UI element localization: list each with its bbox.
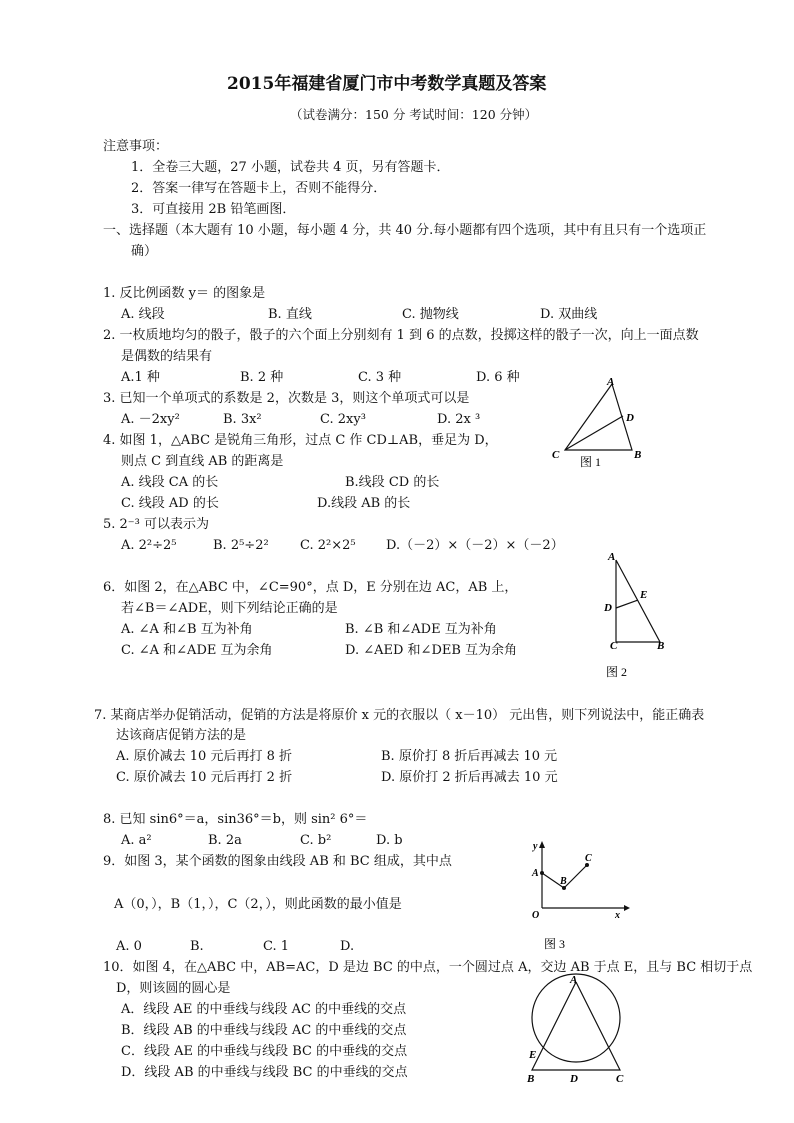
section-heading: 一、选择题（本大题有 10 小题，每小题 4 分，共 40 分.每小题都有四个选项，其中有且只有一个选项正: [103, 223, 707, 238]
q7-option: D. 原价打 2 折后再减去 10 元: [381, 770, 558, 785]
q9-option: D.: [340, 939, 355, 954]
q2-stem-cont: 是偶数的结果有: [121, 349, 213, 364]
fig3-label-x: x: [615, 910, 620, 921]
q5-option: D.（－2）×（－2）×（－2）: [386, 538, 564, 553]
q6-option: D. ∠AED 和∠DEB 互为余角: [345, 643, 518, 658]
q10-option: D．线段 AB 的中垂线与线段 BC 的中垂线的交点: [121, 1065, 408, 1080]
fig1-label-d: D: [626, 412, 634, 424]
q1-option: A. 线段: [121, 307, 165, 322]
fig4-label-a: A: [570, 974, 578, 986]
q10-stem-cont: D，则该圆的圆心是: [116, 981, 231, 996]
fig2-caption: 图 2: [606, 665, 628, 679]
fig2-segment-de: [616, 600, 638, 608]
q2-option: C. 3 种: [358, 370, 402, 385]
notice-item: 2．答案一律写在答题卡上，否则不能得分．: [131, 181, 387, 196]
notice-item: 3．可直接用 2B 铅笔画图．: [131, 202, 296, 217]
q4-option: B.线段 CD 的长: [345, 475, 440, 490]
fig2-label-b: B: [657, 640, 665, 652]
q9-option: B.: [190, 939, 204, 954]
fig1-label-b: B: [634, 449, 642, 461]
q3-option: D. 2x ³: [437, 412, 481, 427]
q9-stem-cont: A（0，），B（1，），C（2，），则此函数的最小值是: [114, 897, 402, 912]
fig3-label-c: C: [585, 853, 592, 864]
notice-item: 1．全卷三大题，27 小题，试卷共 4 页，另有答题卡．: [131, 160, 450, 175]
q2-stem: 2. 一枚质地均匀的骰子，骰子的六个面上分别刻有 1 到 6 的点数，投掷这样的骰子一次，向上一面点数: [103, 328, 699, 343]
page-subtitle: （试卷满分：150 分 考试时间：120 分钟）: [290, 107, 538, 122]
q3-option: A. －2xy²: [121, 412, 180, 427]
fig4-label-d: D: [570, 1073, 578, 1085]
fig4-circle: [532, 974, 620, 1062]
fig1-altitude: [565, 416, 623, 450]
q8-stem: 8. 已知 sin6°＝a，sin36°＝b，则 sin² 6°＝: [103, 812, 368, 827]
fig3-label-o: O: [532, 910, 540, 921]
q10-stem: 10．如图 4，在△ABC 中，AB=AC，D 是边 BC 的中点，一个圆过点 A，交边 AB 于点 E，且与 BC 相切于点: [103, 960, 753, 975]
q4-stem: 4. 如图 1，△ABC 是锐角三角形，过点 C 作 CD⊥AB，垂足为 D，: [103, 433, 498, 448]
q1-option: D. 双曲线: [540, 307, 598, 322]
q1-option: C. 抛物线: [402, 307, 459, 322]
fig3-label-b: B: [560, 876, 567, 887]
q8-option: A. a²: [121, 833, 152, 848]
q10-option: A．线段 AE 的中垂线与线段 AC 的中垂线的交点: [121, 1002, 407, 1017]
fig3-label-a: A: [532, 868, 539, 879]
q8-option: B. 2a: [208, 833, 242, 848]
q4-option: C. 线段 AD 的长: [121, 496, 219, 511]
section-heading-cont: 确）: [131, 244, 158, 259]
fig3-x-arrow-icon: [624, 905, 630, 911]
q3-stem: 3. 已知一个单项式的系数是 2，次数是 3，则这个单项式可以是: [103, 391, 470, 406]
fig4-triangle: [532, 982, 620, 1070]
q8-option: C. b²: [300, 833, 332, 848]
fig2-label-c: C: [610, 640, 618, 652]
fig3-caption: 图 3: [544, 937, 566, 951]
q6-stem-cont: 若∠B＝∠ADE，则下列结论正确的是: [121, 601, 338, 616]
q6-option: A. ∠A 和∠B 互为补角: [121, 622, 253, 637]
q10-option: B．线段 AB 的中垂线与线段 AC 的中垂线的交点: [121, 1023, 407, 1038]
q7-option: C. 原价减去 10 元后再打 2 折: [116, 770, 293, 785]
fig3-y-arrow-icon: [539, 841, 545, 848]
q9-option: A. 0: [116, 939, 142, 954]
fig3-label-y: y: [533, 841, 538, 852]
figure-2: [598, 548, 678, 683]
q9-stem: 9．如图 3，某个函数的图象由线段 AB 和 BC 组成，其中点: [103, 854, 452, 869]
q4-option: D.线段 AB 的长: [317, 496, 411, 511]
q5-option: B. 2⁵÷2²: [213, 538, 269, 553]
q10-option: C．线段 AE 的中垂线与线段 BC 的中垂线的交点: [121, 1044, 408, 1059]
fig2-triangle: [616, 560, 660, 642]
fig4-label-c: C: [616, 1073, 624, 1085]
q2-option: B. 2 种: [240, 370, 284, 385]
fig3-point-a: [540, 871, 544, 875]
q9-option: C. 1: [263, 939, 290, 954]
fig2-label-d: D: [604, 602, 612, 614]
q5-option: A. 2²÷2⁵: [121, 538, 177, 553]
fig2-label-a: A: [608, 551, 616, 563]
q5-stem: 5. 2⁻³ 可以表示为: [103, 517, 210, 532]
q1-option: B. 直线: [268, 307, 312, 322]
fig1-label-a: A: [607, 376, 615, 388]
q2-option: A.1 种: [121, 370, 160, 385]
q7-stem: 7. 某商店举办促销活动，促销的方法是将原价 x 元的衣服以（ x－10） 元出售，则下列说法中，能正确表: [94, 708, 705, 723]
fig2-label-e: E: [640, 589, 648, 601]
figure-3: [524, 836, 634, 956]
q8-option: D. b: [376, 833, 403, 848]
fig1-label-c: C: [552, 449, 560, 461]
page-title: 2015年福建省厦门市中考数学真题及答案: [227, 74, 547, 94]
q4-stem-cont: 则点 C 到直线 AB 的距离是: [121, 454, 284, 469]
q7-stem-cont: 达该商店促销方法的是: [116, 728, 247, 743]
q7-option: B. 原价打 8 折后再减去 10 元: [381, 749, 558, 764]
figure-1: [545, 372, 655, 472]
figure-4: [524, 970, 634, 1090]
q6-stem: 6．如图 2，在△ABC 中，∠C=90°，点 D，E 分别在边 AC，AB 上，: [103, 580, 518, 595]
q5-option: C. 2²×2⁵: [300, 538, 356, 553]
q6-option: C. ∠A 和∠ADE 互为余角: [121, 643, 273, 658]
fig4-label-b: B: [527, 1073, 535, 1085]
q6-option: B. ∠B 和∠ADE 互为补角: [345, 622, 497, 637]
q3-option: C. 2xy³: [320, 412, 366, 427]
fig1-caption: 图 1: [580, 455, 602, 469]
q2-option: D. 6 种: [476, 370, 520, 385]
q3-option: B. 3x²: [223, 412, 262, 427]
q7-option: A. 原价减去 10 元后再打 8 折: [116, 749, 292, 764]
q4-option: A. 线段 CA 的长: [121, 475, 219, 490]
q1-stem: 1. 反比例函数 y＝ 的图象是: [103, 286, 266, 301]
fig4-label-e: E: [529, 1049, 537, 1061]
notice-heading: 注意事项：: [103, 139, 169, 154]
